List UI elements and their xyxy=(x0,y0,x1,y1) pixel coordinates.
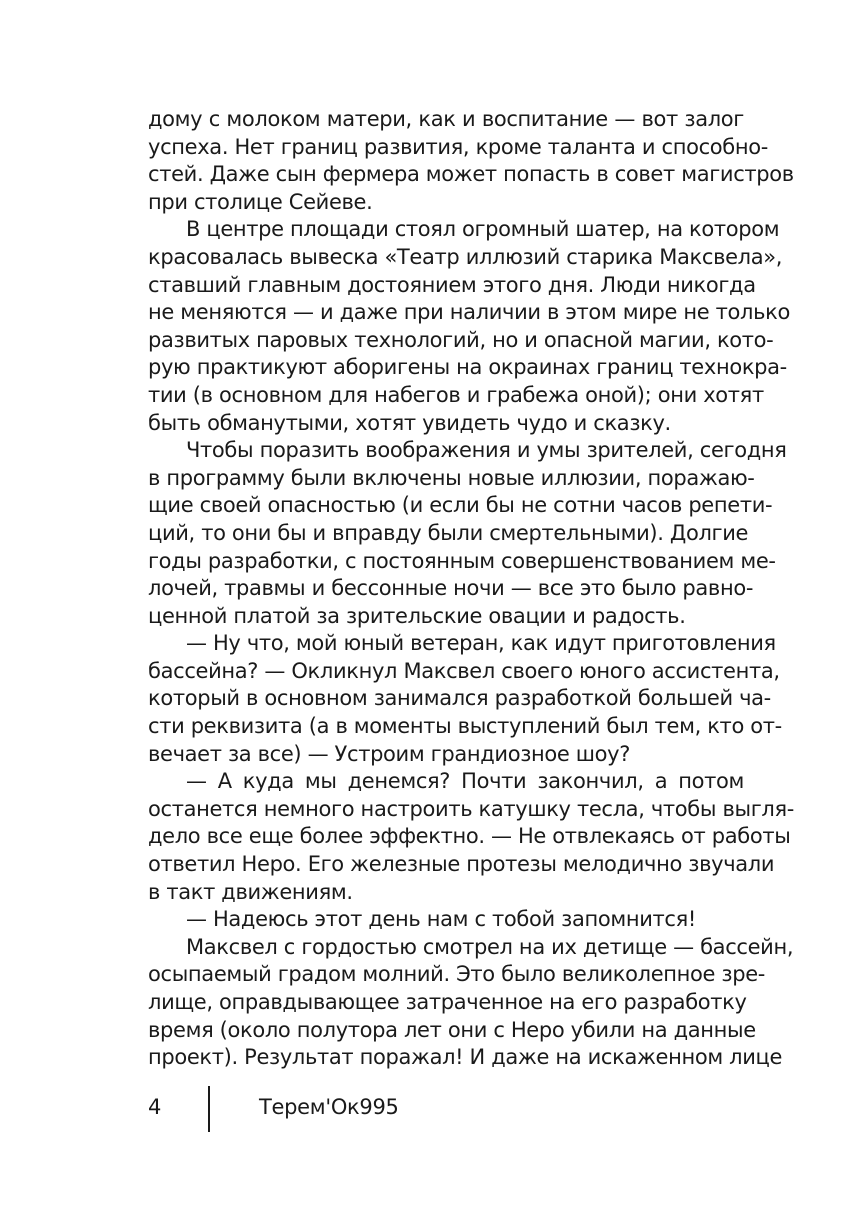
text-line: в такт движениям. xyxy=(148,879,353,904)
text-line: Чтобы поразить воображения и умы зрителей, сегодня xyxy=(186,438,787,463)
text-line: — Надеюсь этот день нам с тобой запомнится! xyxy=(186,907,696,932)
text-line: дело все еще более эффектно. — Не отвлекаясь от работы xyxy=(148,824,791,849)
text-line: красовалась вывеска «Театр иллюзий старика Максвела», xyxy=(148,244,783,269)
text-line: щие своей опасностью (и если бы не сотни часов репети- xyxy=(148,493,773,518)
text-line: годы разработки, с постоянным совершенствованием ме- xyxy=(148,548,776,573)
publisher-name: Терем'Ок995 xyxy=(259,1095,399,1119)
text-line: ценной платой за зрительские овации и радость. xyxy=(148,603,686,628)
text-line: не меняются — и даже при наличии в этом мире не только xyxy=(148,300,790,325)
text-line: ций, то они бы и вправду были смертельными). Долгие xyxy=(148,520,749,545)
text-line: сти реквизита (а в моменты выступлений был тем, кто от- xyxy=(148,714,782,739)
text-line: лище, оправдывающее затраченное на его разработку xyxy=(148,990,747,1014)
text-line: стей. Даже сын фермера может попасть в совет магистров xyxy=(148,162,794,187)
text-line: вечает за все) — Устроим грандиозное шоу? xyxy=(148,741,631,766)
text-line: останется немного настроить катушку тесла, чтобы выгля- xyxy=(148,796,794,821)
text-line: ответил Неро. Его железные протезы мелодично звучали xyxy=(148,852,775,877)
text-line: при столице Сейеве. xyxy=(148,189,373,214)
text-line: — А куда мы денемся? Почти закончил, а потом xyxy=(186,769,744,794)
text-line: лочей, травмы и бессонные ночи — все это было равно- xyxy=(148,576,754,601)
text-line: время (около полутора лет они с Неро убили на данные xyxy=(148,1017,756,1042)
text-line: в программу были включены новые иллюзии, поражаю- xyxy=(148,465,755,490)
text-line: — Ну что, мой юный ветеран, как идут приготовления xyxy=(186,631,776,656)
text-line: бассейна? — Окликнул Максвел своего юного ассистента, xyxy=(148,658,780,683)
text-line: успеха. Нет границ развития, кроме таланта и способно- xyxy=(148,134,768,159)
footer-divider xyxy=(208,1086,210,1132)
text-line: рую практикуют аборигены на окраинах границ технокра- xyxy=(148,355,787,380)
text-line: ставший главным достоянием этого дня. Люди никогда xyxy=(148,272,756,297)
text-line: тии (в основном для набегов и грабежа оной); они хотят xyxy=(148,382,764,407)
page-footer xyxy=(148,1086,548,1132)
text-line: дому с молоком матери, как и воспитание — вот залог xyxy=(148,107,744,131)
text-line: быть обманутыми, хотят увидеть чудо и сказку. xyxy=(148,410,671,435)
text-line: В центре площади стоял огромный шатер, на котором xyxy=(186,217,780,242)
page-body-text xyxy=(148,106,794,1072)
text-line: развитых паровых технологий, но и опасной магии, кото- xyxy=(148,327,774,352)
page-number: 4 xyxy=(148,1095,162,1119)
text-line: который в основном занимался разработкой большей ча- xyxy=(148,686,771,711)
text-line: осыпаемый градом молний. Это было великолепное зре- xyxy=(148,962,766,987)
text-line: проект). Результат поражал! И даже на искаженном лице xyxy=(148,1045,783,1070)
text-line: Максвел с гордостью смотрел на их детище — бассейн, xyxy=(186,934,794,959)
